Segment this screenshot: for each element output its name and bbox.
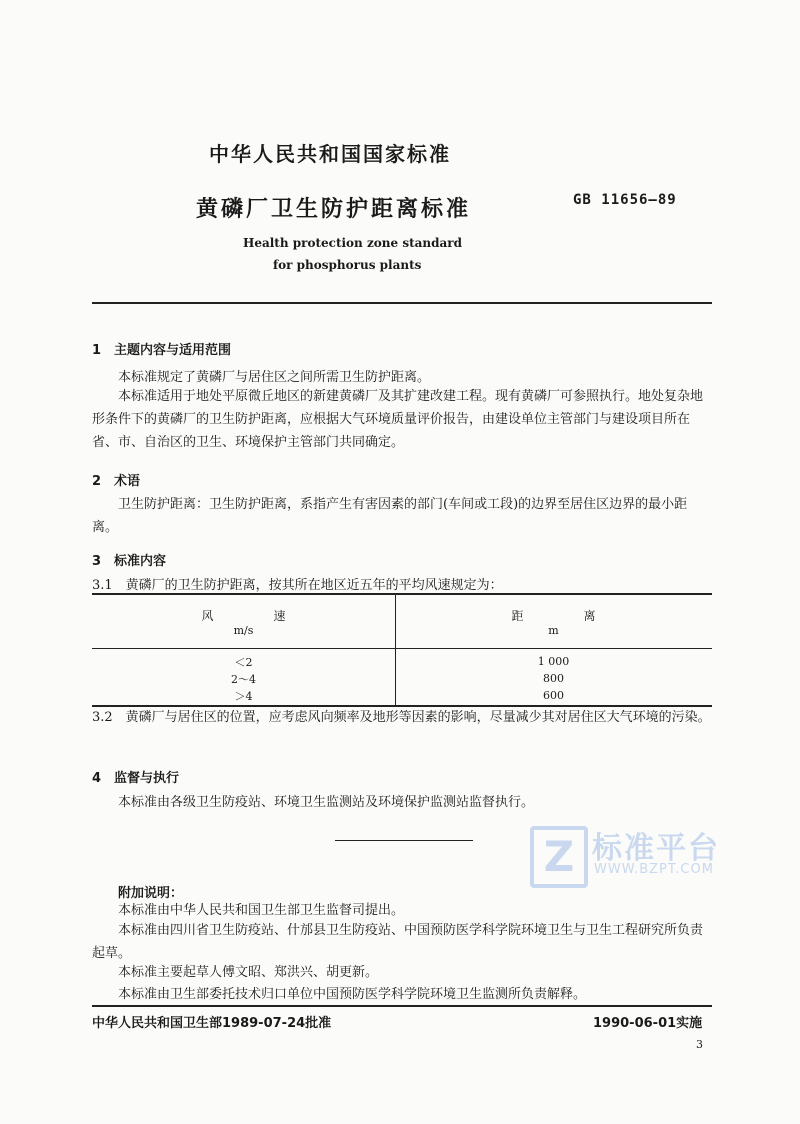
- distance-cell: 600: [543, 689, 564, 702]
- distance-cell: 1 000: [537, 655, 570, 668]
- wind-cell: ＜2: [234, 655, 253, 669]
- watermark-logo-icon: Z: [530, 826, 588, 888]
- wind-distance-table: [92, 594, 712, 704]
- footer-divider: [92, 1005, 712, 1007]
- table-row: [92, 687, 712, 704]
- section1-para1: 本标准规定了黄磷厂与居住区之间所需卫生防护距离。: [118, 370, 431, 385]
- notes-heading: 附加说明：: [118, 886, 184, 901]
- section2-para1: 卫生防护距离：卫生防护距离，系指产生有害因素的部门(车间或工段)的边界至居住区边界的最小距离。: [92, 497, 688, 535]
- col-wind-header: 风 速: [201, 609, 286, 623]
- section1-para2: 本标准适用于地处平原微丘地区的新建黄磷厂及其扩建改建工程。现有黄磷厂可参照执行。地处复杂地形条件下的黄磷厂的卫生防护距离，应根据大气环境质量评价报告，由建设单位主管部门与建设项目所在省、市、自治区的卫生、环境保护主管部门共同确定。: [92, 389, 704, 450]
- table-row: [92, 670, 712, 687]
- section-end-rule: [335, 840, 473, 841]
- table-row: [92, 653, 712, 670]
- item-3-1: 3.1 黄磷厂的卫生防护距离，按其所在地区近五年的平均风速规定为：: [92, 578, 503, 593]
- section2-heading: 2 术语: [92, 474, 141, 489]
- notes-line3: 本标准主要起草人傅文昭、郑洪兴、胡更新。: [118, 965, 379, 980]
- section4-para1: 本标准由各级卫生防疫站、环境卫生监测站及环境保护监测站监督执行。: [118, 795, 535, 810]
- page-number: 3: [696, 1038, 703, 1051]
- notes-line4: 本标准由卫生部委托技术归口单位中国预防医学科学院环境卫生监测所负责解释。: [118, 987, 587, 1002]
- col-distance-header: 距 离: [511, 609, 596, 623]
- approval-date: 中华人民共和国卫生部1989-07-24批准: [92, 1016, 332, 1031]
- col-distance-unit: m: [548, 624, 559, 637]
- distance-cell: 800: [543, 672, 564, 685]
- watermark-name: 标准平台: [592, 831, 720, 866]
- wind-cell: 2～4: [231, 672, 256, 686]
- implementation-date: 1990-06-01实施: [593, 1016, 703, 1031]
- standard-title: 黄磷厂卫生防护距离标准: [196, 197, 472, 222]
- standard-code: GB 11656—89: [573, 192, 677, 208]
- header-divider: [92, 302, 712, 304]
- notes-line2: 本标准由四川省卫生防疫站、什邡县卫生防疫站、中国预防医学科学院环境卫生与卫生工程研究所负责起草。: [92, 923, 704, 961]
- national-standard-title: 中华人民共和国国家标准: [209, 142, 451, 166]
- section4-heading: 4 监督与执行: [92, 771, 180, 786]
- english-title-line2: for phosphorus plants: [273, 258, 422, 272]
- watermark-url: WWW.BZPT.COM: [594, 862, 714, 877]
- wind-cell: ＞4: [234, 689, 253, 703]
- section1-heading: 1 主题内容与适用范围: [92, 343, 232, 358]
- section3-heading: 3 标准内容: [92, 554, 167, 569]
- english-title-line1: Health protection zone standard: [243, 236, 462, 250]
- notes-line1: 本标准由中华人民共和国卫生部卫生监督司提出。: [118, 903, 405, 918]
- col-wind-unit: m/s: [233, 624, 254, 637]
- item-3-2: 3.2 黄磷厂与居住区的位置，应考虑风向频率及地形等因素的影响，尽量减少其对居住区大气环境的污染。: [92, 710, 711, 725]
